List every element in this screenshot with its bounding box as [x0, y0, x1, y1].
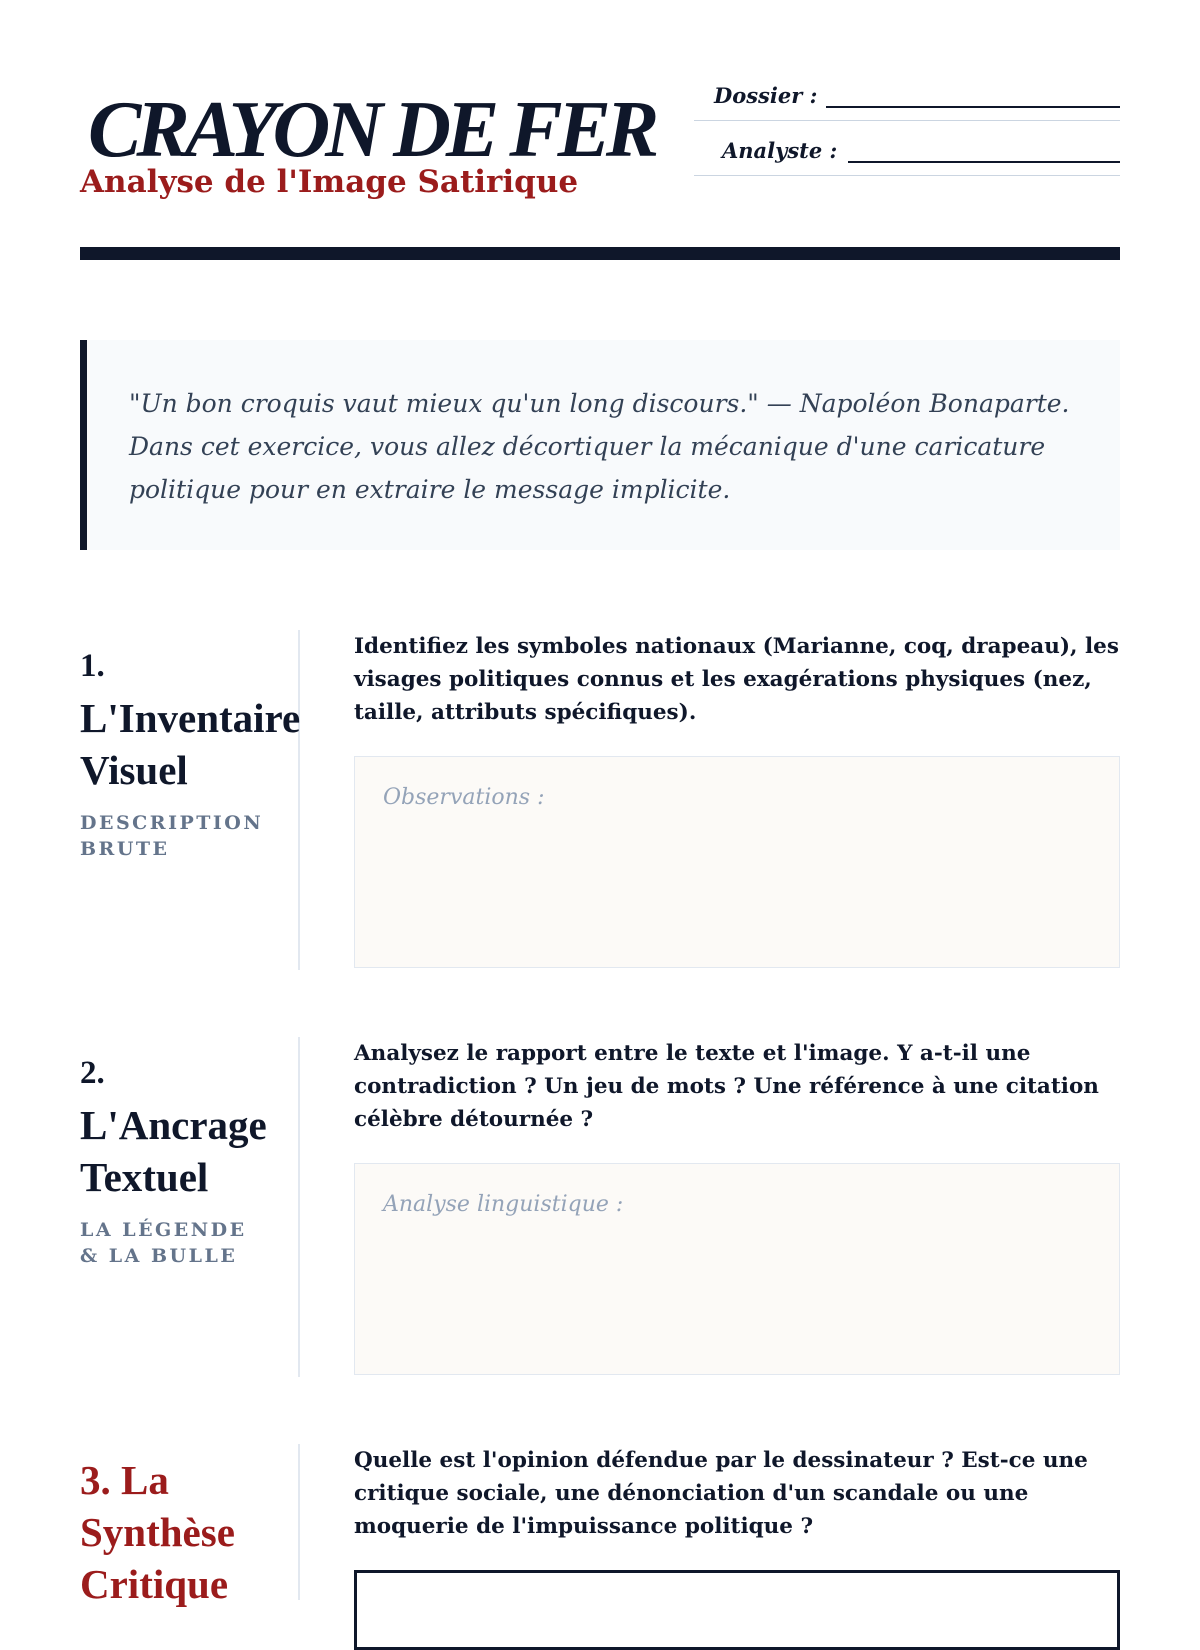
section-content	[354, 630, 1120, 810]
section-heading	[80, 640, 301, 796]
section-title: L'Inventaire Visuel	[80, 695, 301, 793]
section-content	[354, 1444, 1120, 1543]
dossier-label: Dossier :	[714, 83, 818, 108]
section-title: L'Ancrage Textuel	[80, 1102, 267, 1200]
brand-title: CRAYON DE FER	[88, 86, 655, 174]
section-question: Quelle est l'opinion défendue par le dessinateur ? Est-ce une critique sociale, une dénonciation d'un scandale ou une moquerie de l'impuissance politique ?	[354, 1448, 1088, 1539]
intro-quote	[80, 340, 1120, 550]
header-divider	[80, 247, 1120, 260]
analyste-line[interactable]	[848, 161, 1120, 163]
intro-text: "Un bon croquis vaut mieux qu'un long discours." — Napoléon Bonaparte. Dans cet exercice, vous allez décortiquer la mécanique d'une caricature politique pour en extraire le message implicite.	[129, 389, 1070, 504]
section-content	[354, 1037, 1120, 1217]
section-sidebar	[80, 1444, 300, 1607]
analyste-field[interactable]	[694, 135, 1120, 176]
linguistic-answer-box[interactable]	[354, 1163, 1120, 1375]
section-number: 1.	[80, 648, 105, 684]
worksheet-subtitle: Analyse de l'Image Satirique	[80, 164, 579, 200]
meta-fields	[694, 80, 1120, 190]
section-tag: DESCRIPTION BRUTE	[80, 812, 264, 860]
answer-placeholder: Analyse linguistique :	[383, 1192, 624, 1217]
dossier-field[interactable]	[694, 80, 1120, 121]
synthesis-answer-box[interactable]	[354, 1570, 1120, 1650]
section-question: Analysez le rapport entre le texte et l'image. Y a-t-il une contradiction ? Un jeu de mots ? Une référence à une citation célèbre détournée ?	[354, 1041, 1099, 1132]
section-heading	[80, 1047, 298, 1203]
section-sidebar	[80, 1037, 300, 1377]
section-question: Identifiez les symboles nationaux (Marianne, coq, drapeau), les visages politiques connus et les exagérations physiques (nez, taille, attributs spécifiques).	[354, 634, 1119, 725]
dossier-line[interactable]	[826, 106, 1120, 108]
section-tag: LA LÉGENDE & LA BULLE	[80, 1219, 247, 1267]
worksheet-page	[80, 0, 1120, 1607]
observations-answer-box[interactable]	[354, 756, 1120, 968]
answer-placeholder: Observations :	[383, 785, 545, 810]
analyste-label: Analyste :	[722, 138, 838, 163]
section-heading: 3. La Synthèse Critique	[80, 1457, 235, 1607]
section-sidebar	[80, 630, 300, 970]
section-number: 2.	[80, 1055, 105, 1091]
worksheet-header	[80, 80, 1120, 260]
